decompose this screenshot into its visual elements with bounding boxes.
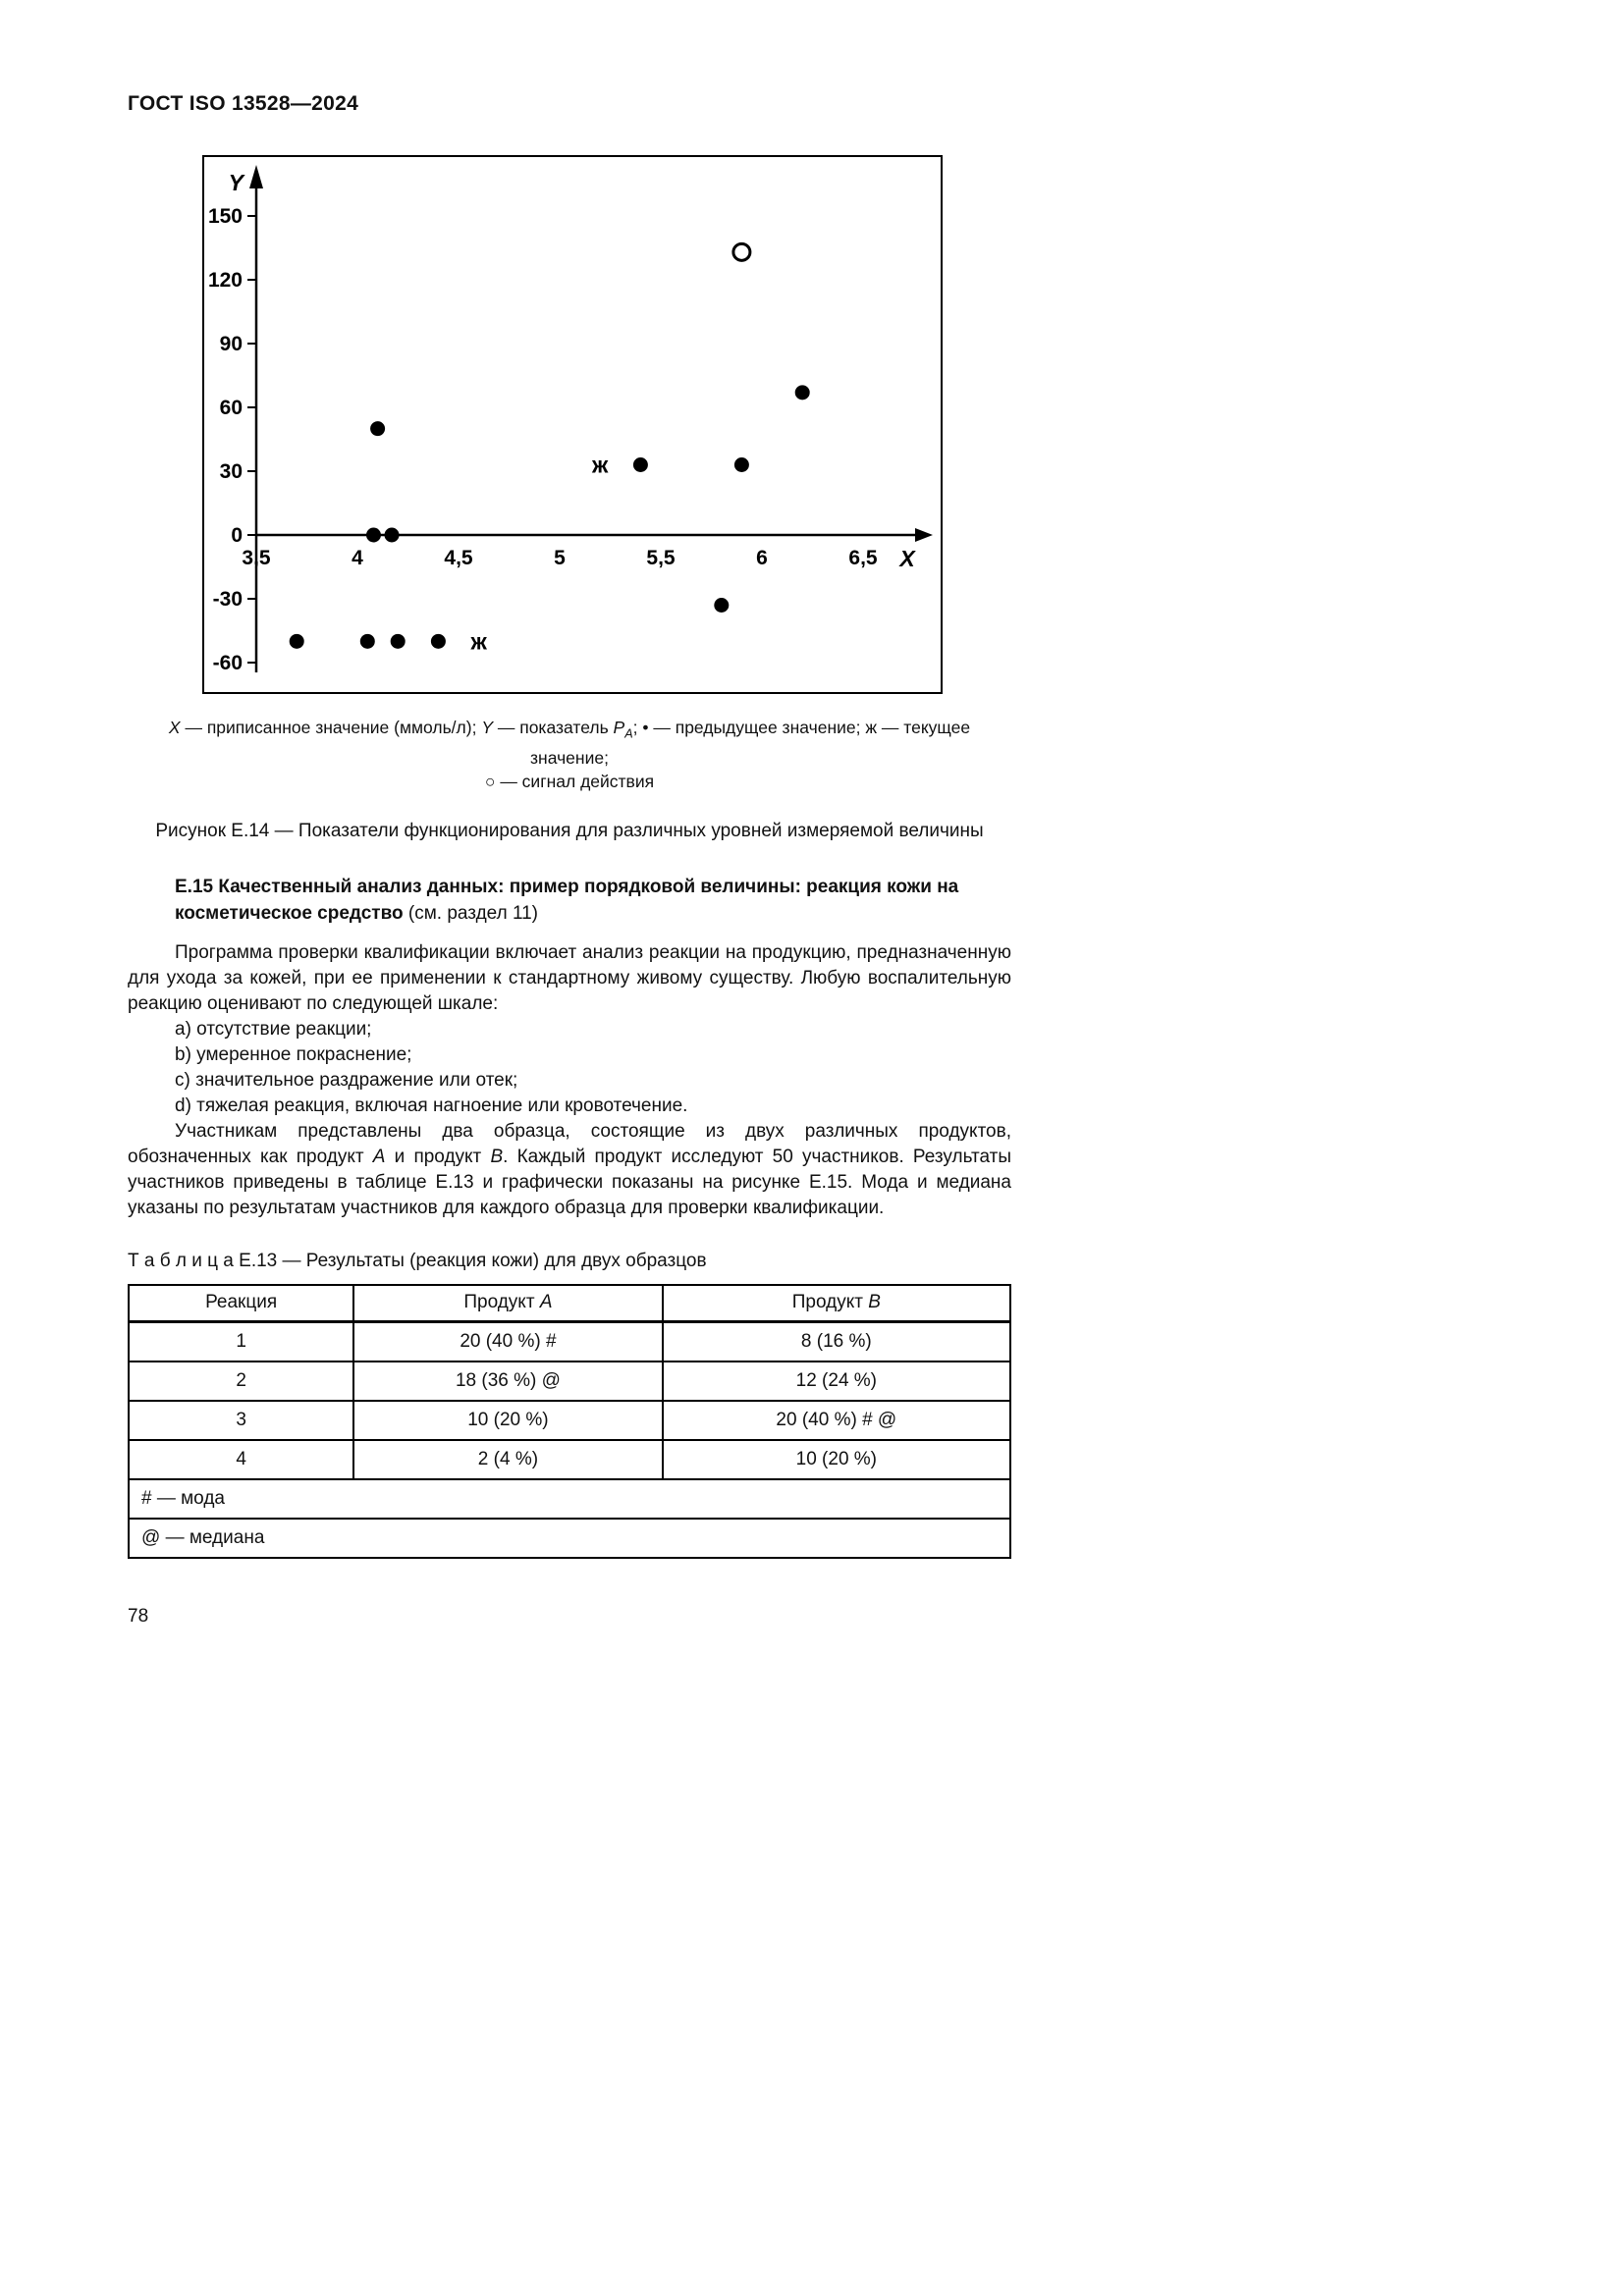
text-segment: Продукт	[791, 1292, 869, 1313]
x-tick-label: 4,5	[444, 547, 473, 569]
table-cell: 12 (24 %)	[663, 1362, 1010, 1401]
table-cell: 3	[129, 1401, 353, 1440]
x-tick-label: 6	[756, 547, 768, 569]
text-segment: и продукт	[385, 1146, 491, 1167]
results-table	[128, 1284, 1011, 1559]
list-item: a) отсутствие реакции;	[175, 1018, 372, 1040]
figure-legend-line2: ○ — сигнал действия	[484, 771, 655, 791]
table-cell: 18 (36 %) @	[353, 1362, 662, 1401]
table-cell: 20 (40 %) # @	[663, 1401, 1010, 1440]
data-point-action-signal	[733, 243, 750, 260]
figure-legend-line1	[128, 716, 1011, 770]
text-segment: Е.15 Качественный анализ данных: пример порядковой величины: реакция кожи на косметическое средство	[175, 876, 959, 924]
data-point-previous-value	[366, 528, 381, 543]
scatter-chart	[204, 157, 941, 692]
y-tick-label: 90	[219, 333, 243, 355]
body-paragraph-1: Программа проверки квалификации включает анализ реакции на продукцию, предназначенную для ухода за кожей, при ее применении к стандартному живому существу. Любую воспалительную реакцию оценивают по следующей шкале:	[128, 941, 1011, 1014]
table-cell: 20 (40 %) #	[353, 1322, 662, 1362]
y-tick-label: 120	[207, 269, 243, 292]
data-point-current-value: ж	[592, 452, 609, 478]
data-point-previous-value	[714, 598, 729, 613]
table-row	[129, 1322, 1010, 1362]
x-axis-label: X	[899, 546, 915, 571]
text-segment: Продукт	[463, 1292, 540, 1313]
figure-caption: Рисунок Е.14 — Показатели функционирования для различных уровней измеряемой величины	[155, 820, 984, 841]
data-point-previous-value	[385, 528, 400, 543]
text-segment: — показатель	[493, 718, 614, 737]
y-tick-label: 0	[231, 524, 243, 547]
table-row	[129, 1362, 1010, 1401]
body-paragraph-2	[128, 1119, 1011, 1221]
table-cell: 2 (4 %)	[353, 1440, 662, 1479]
table-cell: 10 (20 %)	[663, 1440, 1010, 1479]
data-point-previous-value	[734, 457, 749, 472]
text-segment: (см. раздел 11)	[403, 902, 539, 924]
data-point-previous-value	[290, 634, 304, 649]
text-segment: A	[624, 726, 633, 741]
table-cell: 8 (16 %)	[663, 1322, 1010, 1362]
y-tick-label: 30	[219, 460, 243, 483]
data-point-previous-value	[431, 634, 446, 649]
data-point-previous-value	[795, 385, 810, 400]
y-axis-label: Y	[228, 170, 244, 195]
data-point-previous-value	[391, 634, 406, 649]
table-footnote-cell: @ — медиана	[129, 1519, 1010, 1558]
y-tick-label: 150	[207, 205, 243, 228]
table-header-cell	[663, 1285, 1010, 1322]
x-tick-label: 5,5	[646, 547, 676, 569]
chart-frame	[202, 155, 943, 694]
data-point-previous-value	[370, 421, 385, 436]
table-header-row	[129, 1285, 1010, 1322]
section-heading	[128, 874, 1011, 927]
page-number: 78	[128, 1605, 149, 1627]
text-segment: A	[372, 1146, 386, 1167]
figure-legend	[128, 716, 1011, 793]
list-item: b) умеренное покраснение;	[175, 1043, 412, 1065]
x-tick-label: 3,5	[242, 547, 271, 569]
table-cell: 1	[129, 1322, 353, 1362]
table-cell: 10 (20 %)	[353, 1401, 662, 1440]
page-content	[128, 155, 1011, 1629]
text-segment: X	[168, 718, 181, 737]
text-segment: Участникам представлены два образца, состоящие из двух различных продуктов, обозначенных как продукт	[128, 1120, 1011, 1167]
data-point-current-value: ж	[470, 628, 487, 655]
text-segment: P	[613, 718, 625, 737]
table-cell: 2	[129, 1362, 353, 1401]
table-footnote-cell: # — мода	[129, 1479, 1010, 1519]
y-tick-label: 60	[219, 397, 243, 419]
list-item: d) тяжелая реакция, включая нагноение или кровотечение.	[175, 1095, 688, 1116]
table-row	[129, 1440, 1010, 1479]
text-segment: Реакция	[205, 1292, 278, 1313]
x-tick-label: 4	[352, 547, 363, 569]
y-tick-label: -30	[212, 588, 243, 611]
data-point-previous-value	[633, 457, 648, 472]
table-header-cell	[353, 1285, 662, 1322]
table-footnote-row	[129, 1479, 1010, 1519]
document-header: ГОСТ ISO 13528—2024	[128, 92, 359, 115]
table-row	[129, 1401, 1010, 1440]
x-tick-label: 5	[554, 547, 566, 569]
text-segment: A	[539, 1292, 553, 1313]
text-segment: — приписанное значение (ммоль/л);	[180, 718, 482, 737]
text-segment: B	[868, 1292, 881, 1313]
text-segment: B	[490, 1146, 504, 1167]
x-axis-arrow	[915, 528, 933, 542]
ordered-list	[128, 1017, 1011, 1119]
y-axis-arrow	[249, 165, 263, 188]
y-tick-label: -60	[212, 652, 243, 674]
text-segment: ; • — предыдущее значение; ж — текущее значение;	[530, 718, 971, 768]
text-segment: . Каждый продукт исследуют 50 участников. Результаты участников приведены в таблице Е.13 и графически показаны на рисунке Е.15. Мода и медиана указаны по результатам участников для каждого образца для проверки квалификации.	[128, 1146, 1011, 1218]
table-caption: Т а б л и ц а Е.13 — Результаты (реакция кожи) для двух образцов	[128, 1250, 707, 1271]
table-footnote-row	[129, 1519, 1010, 1558]
list-item: c) значительное раздражение или отек;	[175, 1069, 518, 1091]
table-header-cell	[129, 1285, 353, 1322]
text-segment: Y	[481, 718, 493, 737]
x-tick-label: 6,5	[848, 547, 878, 569]
data-point-previous-value	[360, 634, 375, 649]
table-cell: 4	[129, 1440, 353, 1479]
